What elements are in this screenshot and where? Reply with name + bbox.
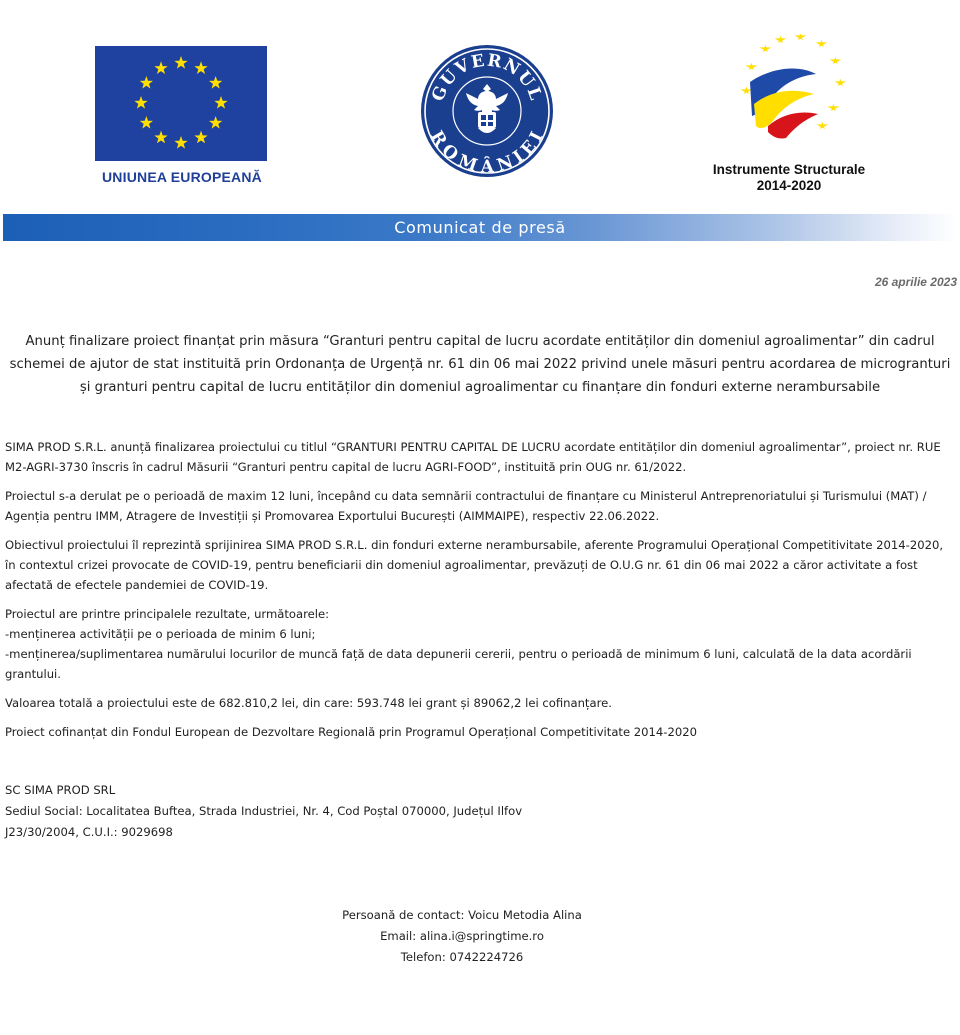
eu-star-icon	[209, 76, 222, 89]
company-info	[5, 780, 522, 843]
eu-star-icon	[154, 61, 167, 74]
eu-star-icon	[194, 61, 207, 74]
structural-instruments-logo	[698, 34, 880, 194]
structural-instruments-icon	[720, 34, 860, 146]
results-item: -menținerea activității pe o perioada de minim 6 luni;	[5, 627, 316, 641]
gov-text-top: GUVERNUL	[428, 50, 546, 105]
eu-star-icon	[214, 96, 227, 109]
eu-flag-icon	[95, 46, 267, 161]
eu-label: UNIUNEA EUROPEANĂ	[101, 169, 262, 185]
contact-info	[0, 905, 924, 968]
article-body	[5, 437, 955, 751]
contact-phone: Telefon: 0742224726	[400, 950, 524, 964]
paragraph-value: Valoarea totală a proiectului este de 682.810,2 lei, din care: 593.748 lei grant și 89062,2 lei cofinanțare.	[5, 696, 612, 710]
eu-star-icon	[194, 131, 207, 144]
header-logos	[0, 0, 960, 200]
government-seal-icon	[420, 44, 554, 178]
eu-star-icon	[174, 136, 187, 149]
eu-star-icon	[140, 116, 153, 129]
is-label-line2: 2014-2020	[756, 178, 822, 193]
eu-star-icon	[174, 56, 187, 69]
eu-logo	[95, 46, 269, 185]
gov-text-bottom: ROMÂNIEI	[426, 127, 549, 178]
results-block	[5, 604, 955, 684]
eu-star-icon	[209, 116, 222, 129]
paragraph-announcement: SIMA PROD S.R.L. anunță finalizarea proiectului cu titlul “GRANTURI PENTRU CAPITAL DE LUCRU acordate entităților din domeniul agroalimentar”, proiect nr. RUE M2-AGRI-3730 înscris în cadrul Măsurii “Granturi pentru capital de lucru AGRI-FOOD”, instituită prin OUG nr. 61/2022.	[5, 440, 941, 474]
eu-star-icon	[134, 96, 147, 109]
paragraph-cofinancing: Proiect cofinanțat din Fondul European de Dezvoltare Regională prin Programul Operațional Competitivitate 2014-2020	[5, 725, 697, 739]
results-item: -menținerea/suplimentarea numărului locurilor de muncă față de data depunerii cererii, pentru o perioadă de minimum 6 luni, calculată de la data acordării grantului.	[5, 647, 912, 681]
company-address: Sediul Social: Localitatea Buftea, Strada Industriei, Nr. 4, Cod Poștal 070000, Județul Ilfov	[5, 804, 523, 818]
press-release-title: Comunicat de presă	[394, 218, 566, 237]
eu-star-icon	[140, 76, 153, 89]
company-registration: J23/30/2004, C.U.I.: 9029698	[5, 825, 173, 839]
results-intro: Proiectul are printre principalele rezultate, următoarele:	[5, 607, 330, 621]
eu-star-icon	[154, 131, 167, 144]
paragraph-objective: Obiectivul proiectului îl reprezintă sprijinirea SIMA PROD S.R.L. din fonduri externe nerambursabile, aferente Programului Operațional Competitivitate 2014-2020, în contextul crizei provocate de COVID-19, pentru beneficiarii din domeniul agroalimentar, prevăzuți de O.U.G nr. 61 din 06 mai 2022 a căror activitate a fost afectată de efectele pandemiei de COVID-19.	[5, 538, 944, 592]
paragraph-duration: Proiectul s-a derulat pe o perioadă de maxim 12 luni, începând cu data semnării contractului de finanțare cu Ministerul Antreprenoriatului și Turismului (MAT) / Agenția pentru IMM, Atragere de Investiții și Promovarea Exportului București (AIMMAIPE), respectiv 22.06.2022.	[5, 489, 927, 523]
release-date: 26 aprilie 2023	[874, 275, 957, 289]
contact-email: Email: alina.i@springtime.ro	[380, 929, 544, 943]
contact-person: Persoană de contact: Voicu Metodia Alina	[342, 908, 582, 922]
headline: Anunț finalizare proiect finanțat prin măsura “Granturi pentru capital de lucru acordate entităților din domeniul agroalimentar” din cadrul schemei de ajutor de stat instituită prin Ordonanța de Urgență nr. 61 din 06 mai 2022 privind unele măsuri pentru acordarea de microgranturi și granturi pentru capital de lucru entităților din domeniul agroalimentar cu finanțare din fonduri externe nerambursabile	[9, 334, 951, 395]
company-name: SC SIMA PROD SRL	[5, 783, 116, 797]
is-label-line1: Instrumente Structurale	[712, 162, 866, 177]
